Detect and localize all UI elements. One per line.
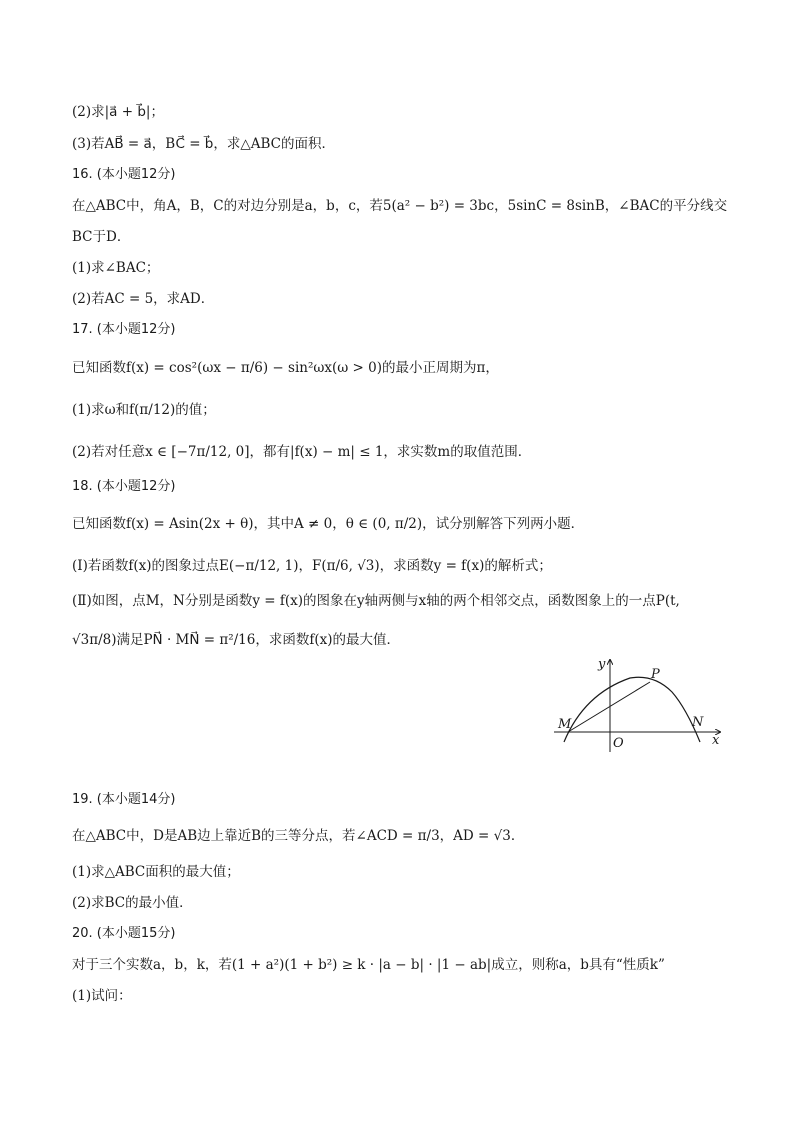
q17-part1: (1)求ω和f(π/12)的值；: [72, 402, 216, 418]
q16-part2: (2)若AC = 5，求AD．: [72, 291, 215, 307]
point-n-label: N: [692, 715, 704, 730]
sine-graph-figure: [550, 652, 730, 756]
q16-stem-line2: BC于D．: [72, 229, 131, 245]
q17-heading: 17. (本小题12分): [72, 322, 176, 337]
q17-part2: (2)若对任意x ∈ [−7π/12, 0]，都有|f(x) − m| ≤ 1，求实数m的取值范围．: [72, 444, 532, 460]
q16-stem-line1: 在△ABC中，角A，B，C的对边分别是a，b，c，若5(a² − b²) = 3bc，5sinC = 8sinB，∠BAC的平分线交: [72, 198, 728, 214]
q18-part1: (I)若函数f(x)的图象过点E(−π/12, 1)，F(π/6, √3)，求函数y = f(x)的解析式；: [72, 558, 552, 574]
q19-part2: (2)求BC的最小值．: [72, 895, 193, 911]
point-m-label: M: [558, 717, 572, 732]
q20-stem: 对于三个实数a，b，k，若(1 + a²)(1 + b²) ≥ k · |a − b| · |1 − ab|成立，则称a，b具有“性质k”: [72, 957, 665, 973]
q19-stem: 在△ABC中，D是AB边上靠近B的三等分点，若∠ACD = π/3，AD = √3．: [72, 828, 525, 844]
point-p-label: P: [651, 667, 660, 682]
q18-part2-line2: √3π/8)满足PN⃗ · MN⃗ = π²/16，求函数f(x)的最大值．: [72, 632, 400, 648]
segment-mp: [568, 682, 650, 732]
q16-part1: (1)求∠BAC；: [72, 260, 160, 276]
q18-heading: 18. (本小题12分): [72, 479, 176, 494]
q16-heading: 16. (本小题12分): [72, 167, 176, 182]
origin-label: O: [613, 736, 624, 751]
q18-part2-line1: (Ⅱ)如图，点M，N分别是函数y = f(x)的图象在y轴两侧与x轴的两个相邻交点，函数图象上的一点P(t,: [72, 593, 680, 609]
y-axis-label: y: [598, 657, 606, 672]
q17-stem: 已知函数f(x) = cos²(ωx − π/6) − sin²ωx(ω > 0)的最小正周期为π，: [72, 360, 499, 376]
q18-stem: 已知函数f(x) = Asin(2x + θ)，其中A ≠ 0，θ ∈ (0, π/2)，试分别解答下列两小题．: [72, 516, 585, 532]
q20-heading: 20. (本小题15分): [72, 926, 176, 941]
q15-part3: (3)若AB⃗ = a⃗，BC⃗ = b⃗，求△ABC的面积．: [72, 136, 335, 152]
q15-part2: (2)求|a⃗ + b⃗|；: [72, 104, 164, 120]
q20-part1: (1)试问：: [72, 988, 132, 1004]
x-axis-label: x: [712, 733, 720, 748]
q19-part1: (1)求△ABC面积的最大值；: [72, 864, 240, 880]
q19-heading: 19. (本小题14分): [72, 792, 176, 807]
